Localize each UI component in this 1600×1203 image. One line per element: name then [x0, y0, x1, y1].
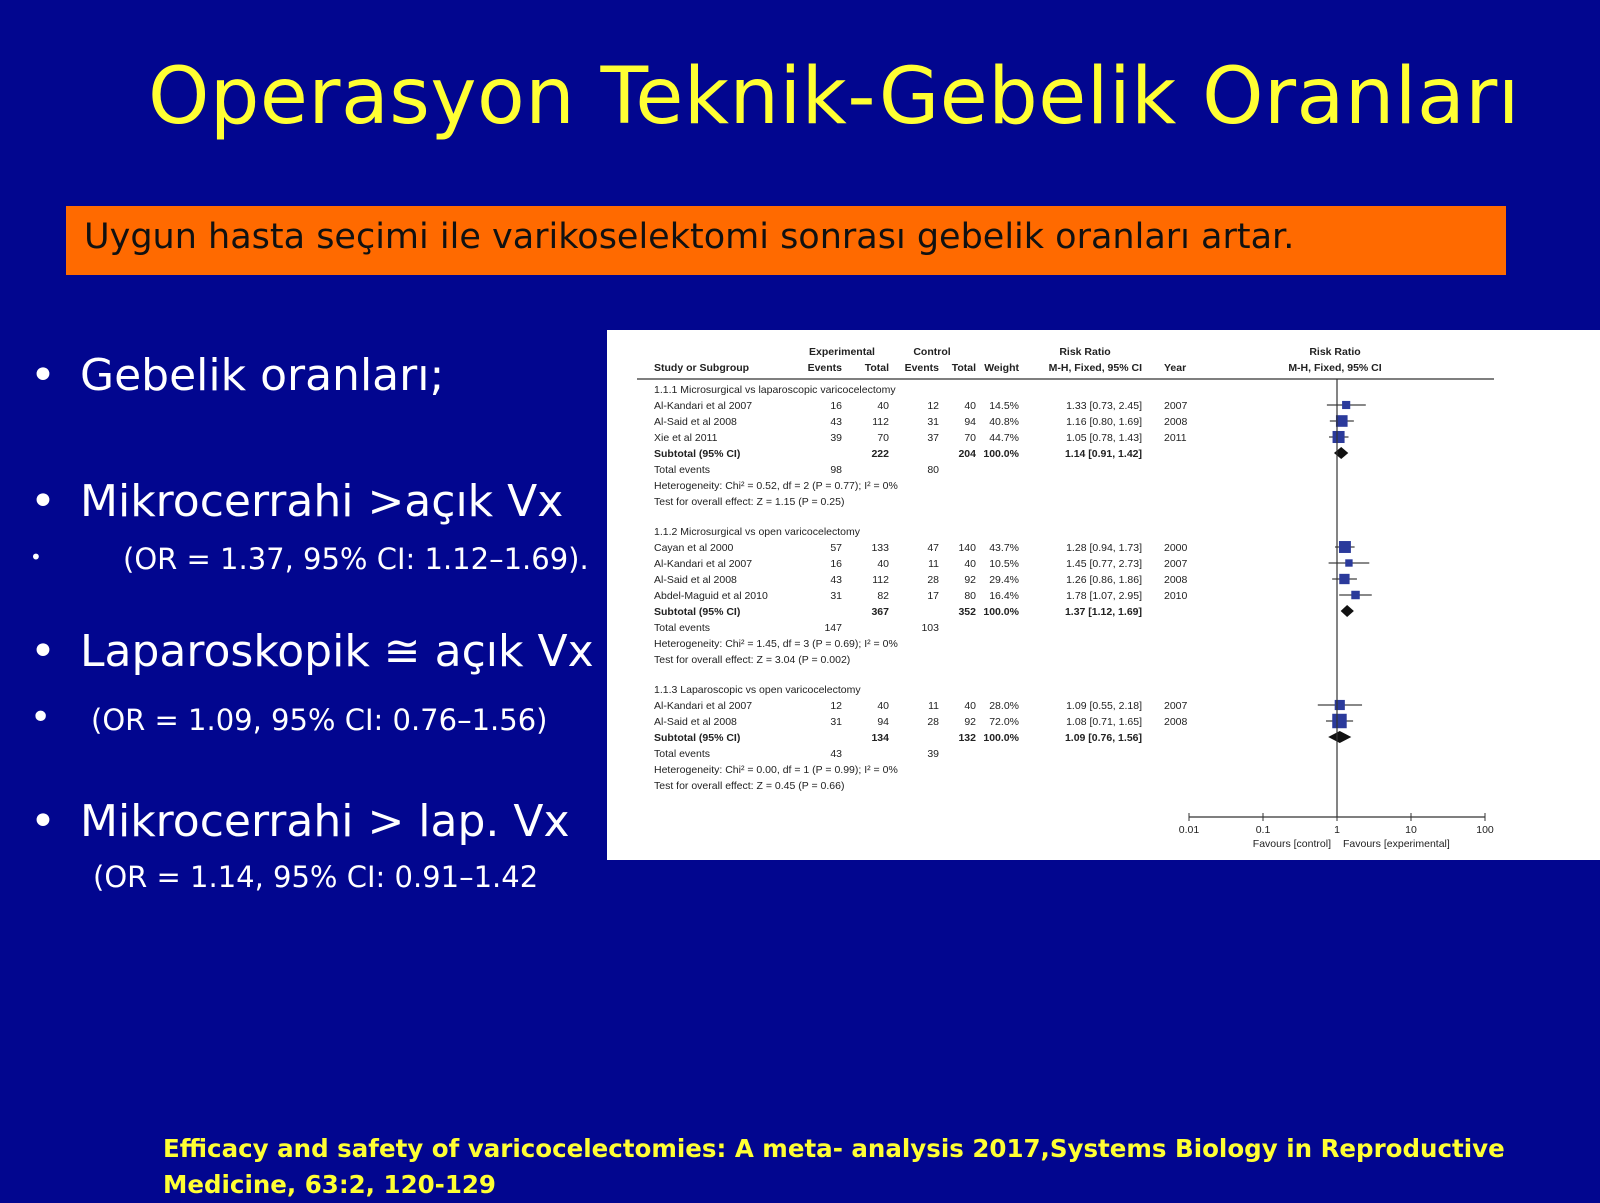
total-experimental: 112	[872, 574, 889, 586]
study-year: 2007	[1164, 558, 1188, 570]
study-ci: 1.05 [0.78, 1.43]	[1066, 432, 1142, 444]
study-marker	[1339, 541, 1351, 553]
bullet-list	[0, 0, 600, 1200]
study-name: Xie et al 2011	[654, 432, 718, 444]
bullet-item	[30, 542, 589, 576]
study-weight: 28.0%	[989, 700, 1019, 712]
total-events-label: Total events	[654, 748, 711, 760]
total-experimental: 40	[877, 558, 889, 570]
total-control: 140	[958, 542, 976, 554]
slide-title: Operasyon Teknik-Gebelik Oranları	[148, 52, 1520, 142]
subtotal-weight: 100.0%	[983, 732, 1019, 744]
total-events-control: 39	[927, 748, 939, 760]
study-name: Al-Kandari et al 2007	[654, 558, 753, 570]
study-weight: 14.5%	[989, 400, 1019, 412]
study-weight: 43.7%	[989, 542, 1019, 554]
events-experimental: 43	[830, 416, 842, 428]
study-ci: 1.26 [0.86, 1.86]	[1066, 574, 1142, 586]
events-experimental: 16	[830, 400, 842, 412]
subgroup-title: 1.1.3 Laparoscopic vs open varicocelectomy	[654, 684, 861, 696]
total-experimental: 70	[877, 432, 889, 444]
total-experimental: 82	[877, 590, 889, 602]
study-marker	[1342, 401, 1350, 409]
x-tick-label: 1	[1334, 824, 1340, 836]
study-weight: 40.8%	[989, 416, 1019, 428]
study-ci: 1.16 [0.80, 1.69]	[1066, 416, 1142, 428]
header-total-experimental: Total	[864, 362, 889, 374]
header-total-control: Total	[951, 362, 976, 374]
bullet-item	[30, 476, 563, 527]
study-name: Cayan et al 2000	[654, 542, 734, 554]
bullet-text: Gebelik oranları;	[80, 350, 445, 401]
subtotal-weight: 100.0%	[983, 448, 1019, 460]
study-marker	[1351, 591, 1359, 599]
study-weight: 72.0%	[989, 716, 1019, 728]
x-tick-label: 0.1	[1255, 824, 1271, 836]
total-experimental: 94	[877, 716, 889, 728]
events-control: 37	[927, 432, 939, 444]
events-experimental: 16	[830, 558, 842, 570]
subtotal-total-control: 352	[958, 606, 976, 618]
study-year: 2000	[1164, 542, 1188, 554]
events-control: 28	[927, 716, 939, 728]
bullet-item	[30, 697, 548, 738]
subtotal-diamond	[1334, 447, 1348, 459]
study-marker	[1339, 574, 1349, 584]
study-year: 2007	[1164, 700, 1188, 712]
study-marker	[1332, 714, 1346, 728]
events-control: 17	[927, 590, 939, 602]
events-control: 28	[927, 574, 939, 586]
bullet-text: (OR = 1.37, 95% CI: 1.12–1.69).	[123, 542, 589, 576]
subtotal-total-experimental: 222	[871, 448, 889, 460]
subtotal-label: Subtotal (95% CI)	[654, 448, 741, 460]
subtotal-label: Subtotal (95% CI)	[654, 606, 741, 618]
subtotal-weight: 100.0%	[983, 606, 1019, 618]
subtotal-ci: 1.37 [1.12, 1.69]	[1064, 606, 1142, 618]
bullet-text: (OR = 1.14, 95% CI: 0.91–1.42	[93, 860, 539, 894]
bullet-item	[30, 796, 570, 847]
bullet-item	[30, 626, 594, 677]
events-experimental: 57	[830, 542, 842, 554]
header-control: Control	[913, 346, 951, 358]
header-risk-ratio-left: Risk Ratio	[1059, 346, 1111, 358]
study-name: Al-Said et al 2008	[654, 574, 737, 586]
bullet-item	[93, 860, 538, 894]
header-year: Year	[1164, 362, 1187, 374]
subtotal-label: Subtotal (95% CI)	[654, 732, 741, 744]
subtotal-total-control: 204	[958, 448, 976, 460]
total-events-control: 80	[927, 464, 939, 476]
axis-label-left: Favours [control]	[1252, 838, 1331, 850]
study-weight: 10.5%	[989, 558, 1019, 570]
study-marker	[1345, 559, 1352, 566]
events-experimental: 39	[830, 432, 842, 444]
study-year: 2007	[1164, 400, 1188, 412]
study-name: Abdel-Maguid et al 2010	[654, 590, 768, 602]
subtotal-diamond	[1341, 605, 1354, 617]
header-events-control: Events	[904, 362, 939, 374]
bullet-dot: •	[30, 626, 56, 677]
total-control: 70	[964, 432, 976, 444]
events-control: 11	[928, 558, 939, 570]
subgroup-title: 1.1.1 Microsurgical vs laparoscopic varicocelectomy	[654, 384, 896, 396]
bullet-dot: •	[30, 350, 56, 401]
axis-label-right: Favours [experimental]	[1343, 838, 1450, 850]
total-control: 94	[964, 416, 976, 428]
header-experimental: Experimental	[809, 346, 875, 358]
study-marker	[1336, 415, 1348, 427]
header-method-left: M-H, Fixed, 95% CI	[1048, 362, 1142, 374]
study-ci: 1.45 [0.77, 2.73]	[1066, 558, 1142, 570]
bullet-dot: •	[30, 476, 56, 527]
total-experimental: 40	[877, 700, 889, 712]
overall-effect: Test for overall effect: Z = 1.15 (P = 0.25)	[654, 496, 845, 508]
banner-text: Uygun hasta seçimi ile varikoselektomi sonrası gebelik oranları artar.	[84, 217, 1295, 257]
total-control: 92	[964, 574, 976, 586]
subtotal-ci: 1.09 [0.76, 1.56]	[1064, 732, 1142, 744]
study-year: 2011	[1164, 432, 1187, 444]
forest-plot-figure	[607, 330, 1600, 860]
study-marker	[1335, 700, 1345, 710]
events-experimental: 31	[830, 590, 842, 602]
total-control: 40	[964, 558, 976, 570]
study-ci: 1.09 [0.55, 2.18]	[1066, 700, 1142, 712]
events-control: 31	[927, 416, 939, 428]
header-study: Study or Subgroup	[654, 362, 750, 374]
study-year: 2008	[1164, 574, 1188, 586]
study-weight: 29.4%	[989, 574, 1019, 586]
events-control: 47	[927, 542, 939, 554]
citation: Efficacy and safety of varicocelectomies: A meta- analysis 2017,Systems Biology in Reproductive Medicine, 63:2, 120-129	[163, 1134, 1505, 1199]
total-events-label: Total events	[654, 622, 711, 634]
x-tick-label: 100	[1476, 824, 1494, 836]
subtotal-ci: 1.14 [0.91, 1.42]	[1064, 448, 1142, 460]
header-weight: Weight	[984, 362, 1019, 374]
total-events-experimental: 98	[830, 464, 842, 476]
study-ci: 1.08 [0.71, 1.65]	[1066, 716, 1142, 728]
events-experimental: 12	[830, 700, 842, 712]
total-control: 80	[964, 590, 976, 602]
x-tick-label: 10	[1405, 824, 1417, 836]
study-marker	[1333, 431, 1345, 443]
study-year: 2008	[1164, 416, 1188, 428]
study-name: Al-Kandari et al 2007	[654, 700, 753, 712]
heterogeneity: Heterogeneity: Chi² = 0.52, df = 2 (P = 0.77); I² = 0%	[654, 480, 898, 492]
bullet-text: Mikrocerrahi > lap. Vx	[80, 796, 570, 847]
total-control: 92	[964, 716, 976, 728]
total-events-label: Total events	[654, 464, 711, 476]
heterogeneity: Heterogeneity: Chi² = 0.00, df = 1 (P = 0.99); I² = 0%	[654, 764, 898, 776]
study-name: Al-Kandari et al 2007	[654, 400, 753, 412]
subtotal-diamond	[1328, 731, 1351, 743]
events-control: 12	[927, 400, 939, 412]
bullet-text: Mikrocerrahi >açık Vx	[80, 476, 564, 527]
total-control: 40	[964, 700, 976, 712]
study-year: 2008	[1164, 716, 1188, 728]
total-events-experimental: 147	[824, 622, 842, 634]
events-control: 11	[928, 700, 939, 712]
bullet-text: Laparoskopik ≅ açık Vx	[80, 626, 594, 677]
study-name: Al-Said et al 2008	[654, 416, 737, 428]
study-weight: 16.4%	[989, 590, 1019, 602]
total-experimental: 112	[872, 416, 889, 428]
subtotal-total-control: 132	[958, 732, 976, 744]
header-method-right: M-H, Fixed, 95% CI	[1288, 362, 1382, 374]
study-year: 2010	[1164, 590, 1188, 602]
events-experimental: 43	[830, 574, 842, 586]
overall-effect: Test for overall effect: Z = 3.04 (P = 0.002)	[654, 654, 851, 666]
bullet-dot: •	[30, 796, 56, 847]
heterogeneity: Heterogeneity: Chi² = 1.45, df = 3 (P = 0.69); I² = 0%	[654, 638, 898, 650]
study-ci: 1.33 [0.73, 2.45]	[1066, 400, 1142, 412]
study-weight: 44.7%	[989, 432, 1019, 444]
total-events-control: 103	[921, 622, 939, 634]
bullet-dot: •	[30, 545, 42, 569]
header-risk-ratio-right: Risk Ratio	[1309, 346, 1361, 358]
study-ci: 1.28 [0.94, 1.73]	[1066, 542, 1142, 554]
study-ci: 1.78 [1.07, 2.95]	[1066, 590, 1142, 602]
bullet-item	[30, 350, 444, 401]
subtotal-total-experimental: 134	[871, 732, 889, 744]
x-tick-label: 0.01	[1178, 824, 1200, 836]
bullet-dot: •	[30, 697, 52, 738]
total-events-experimental: 43	[830, 748, 842, 760]
study-name: Al-Said et al 2008	[654, 716, 737, 728]
bullet-text: (OR = 1.09, 95% CI: 0.76–1.56)	[91, 703, 548, 737]
forest-plot	[607, 330, 1600, 860]
header-events-experimental: Events	[807, 362, 842, 374]
total-experimental: 133	[871, 542, 889, 554]
events-experimental: 31	[830, 716, 842, 728]
subtotal-total-experimental: 367	[871, 606, 889, 618]
total-experimental: 40	[877, 400, 889, 412]
subgroup-title: 1.1.2 Microsurgical vs open varicocelectomy	[654, 526, 861, 538]
overall-effect: Test for overall effect: Z = 0.45 (P = 0.66)	[654, 780, 845, 792]
total-control: 40	[964, 400, 976, 412]
